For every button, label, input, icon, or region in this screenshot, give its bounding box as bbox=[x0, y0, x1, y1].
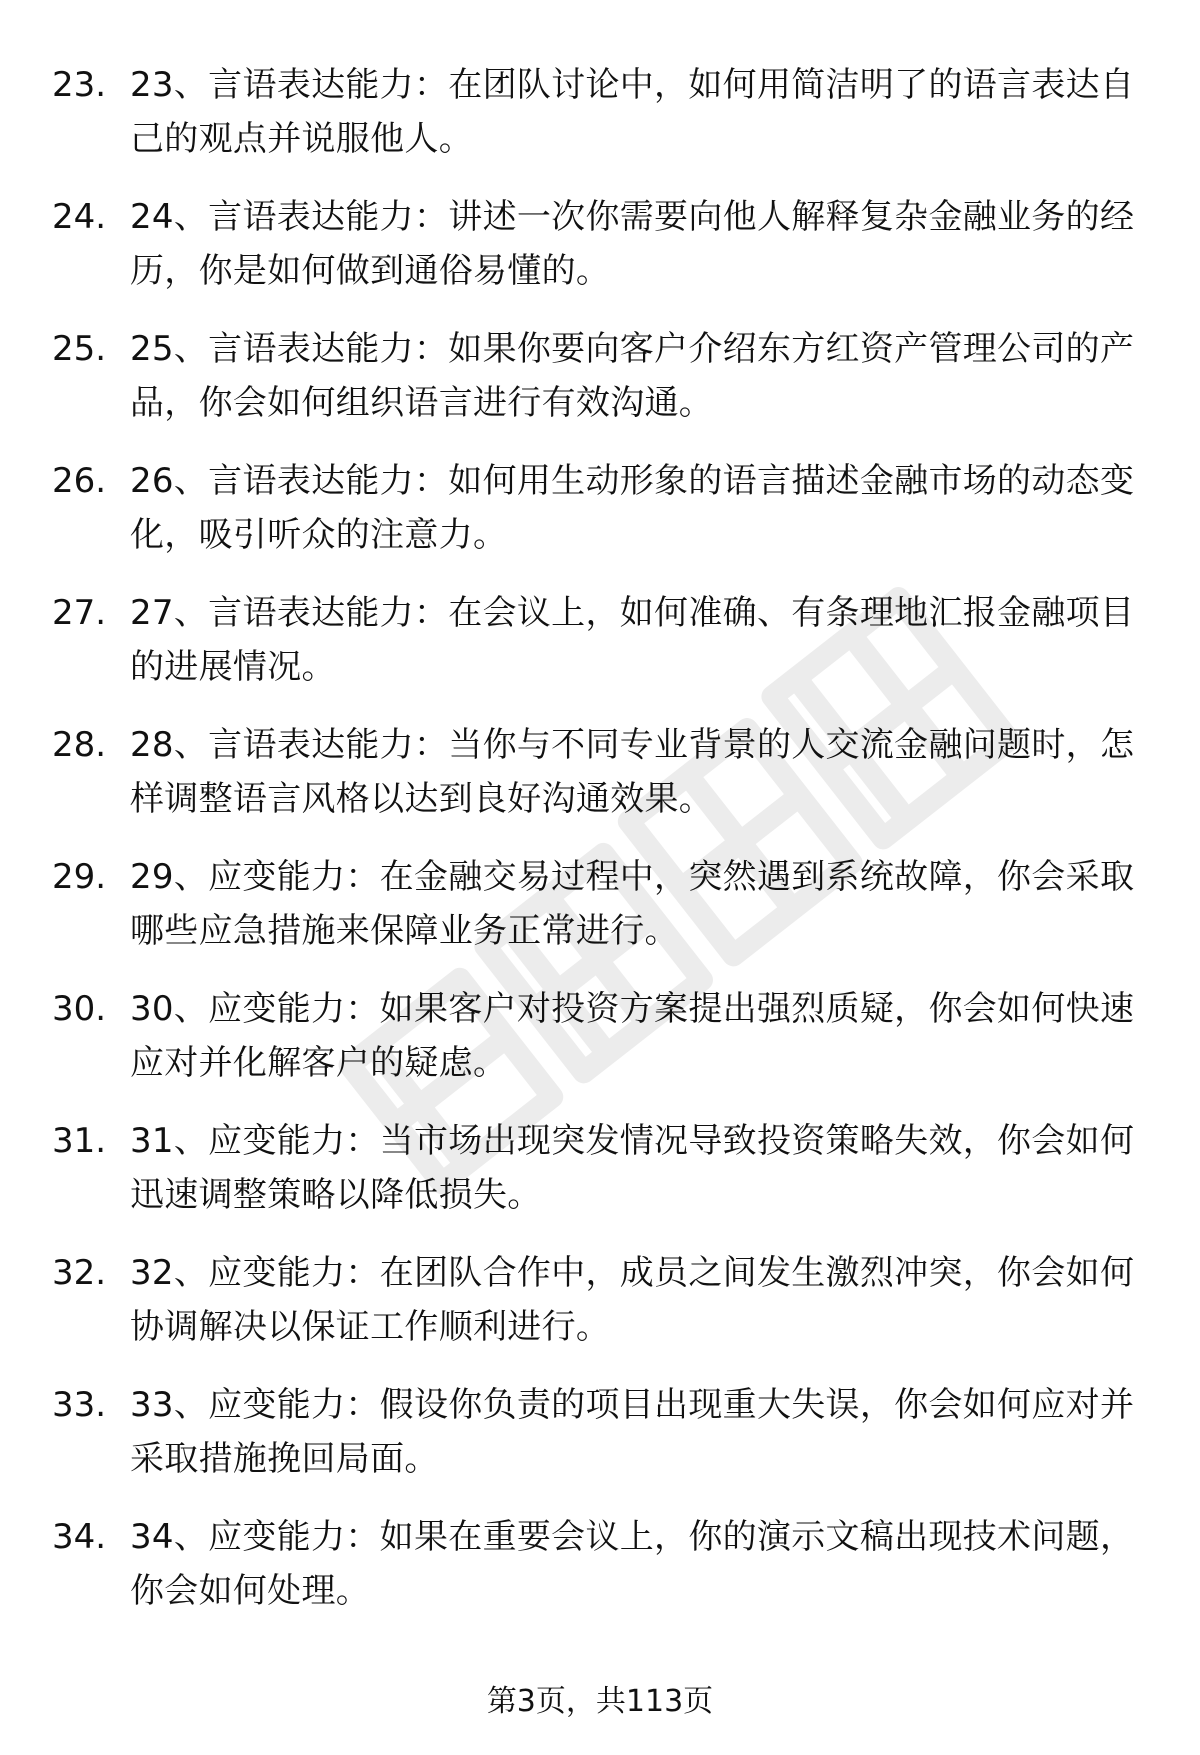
question-number: 27. bbox=[52, 593, 107, 633]
question-item-23 bbox=[0, 58, 1200, 190]
question-item-27 bbox=[0, 586, 1200, 718]
question-item-34 bbox=[0, 1510, 1200, 1642]
question-item-26 bbox=[0, 454, 1200, 586]
question-item-28 bbox=[0, 718, 1200, 850]
question-item-24 bbox=[0, 190, 1200, 322]
question-text: 28、言语表达能力：当你与不同专业背景的人交流金融问题时，怎样调整语言风格以达到良好沟通效果。 bbox=[130, 725, 1135, 819]
question-number: 31. bbox=[52, 1121, 107, 1161]
question-text: 29、应变能力：在金融交易过程中，突然遇到系统故障，你会采取哪些应急措施来保障业务正常进行。 bbox=[130, 857, 1135, 951]
question-number: 29. bbox=[52, 857, 107, 897]
question-item-29 bbox=[0, 850, 1200, 982]
question-number: 33. bbox=[52, 1385, 107, 1425]
page-number: 第3页，共113页 bbox=[486, 1684, 714, 1719]
question-text: 26、言语表达能力：如何用生动形象的语言描述金融市场的动态变化，吸引听众的注意力。 bbox=[130, 461, 1135, 555]
question-number: 28. bbox=[52, 725, 107, 765]
question-text: 25、言语表达能力：如果你要向客户介绍东方红资产管理公司的产品，你会如何组织语言进行有效沟通。 bbox=[130, 329, 1135, 423]
question-number: 30. bbox=[52, 989, 107, 1029]
question-text: 34、应变能力：如果在重要会议上，你的演示文稿出现技术问题，你会如何处理。 bbox=[130, 1517, 1135, 1611]
question-item-25 bbox=[0, 322, 1200, 454]
question-text: 31、应变能力：当市场出现突发情况导致投资策略失效，你会如何迅速调整策略以降低损失。 bbox=[130, 1121, 1135, 1215]
question-number: 24. bbox=[52, 197, 107, 237]
question-text: 33、应变能力：假设你负责的项目出现重大失误，你会如何应对并采取措施挽回局面。 bbox=[130, 1385, 1135, 1479]
question-number: 26. bbox=[52, 461, 107, 501]
question-list bbox=[0, 58, 1200, 1642]
question-item-31 bbox=[0, 1114, 1200, 1246]
question-item-33 bbox=[0, 1378, 1200, 1510]
question-number: 25. bbox=[52, 329, 107, 369]
question-number: 32. bbox=[52, 1253, 107, 1293]
question-number: 23. bbox=[52, 65, 107, 105]
question-text: 27、言语表达能力：在会议上，如何准确、有条理地汇报金融项目的进展情况。 bbox=[130, 593, 1135, 687]
question-text: 30、应变能力：如果客户对投资方案提出强烈质疑，你会如何快速应对并化解客户的疑虑。 bbox=[130, 989, 1135, 1083]
question-item-32 bbox=[0, 1246, 1200, 1378]
question-item-30 bbox=[0, 982, 1200, 1114]
question-text: 24、言语表达能力：讲述一次你需要向他人解释复杂金融业务的经历，你是如何做到通俗易懂的。 bbox=[130, 197, 1135, 291]
question-text: 23、言语表达能力：在团队讨论中，如何用简洁明了的语言表达自己的观点并说服他人。 bbox=[130, 65, 1135, 159]
question-text: 32、应变能力：在团队合作中，成员之间发生激烈冲突，你会如何协调解决以保证工作顺利进行。 bbox=[130, 1253, 1135, 1347]
question-number: 34. bbox=[52, 1517, 107, 1557]
